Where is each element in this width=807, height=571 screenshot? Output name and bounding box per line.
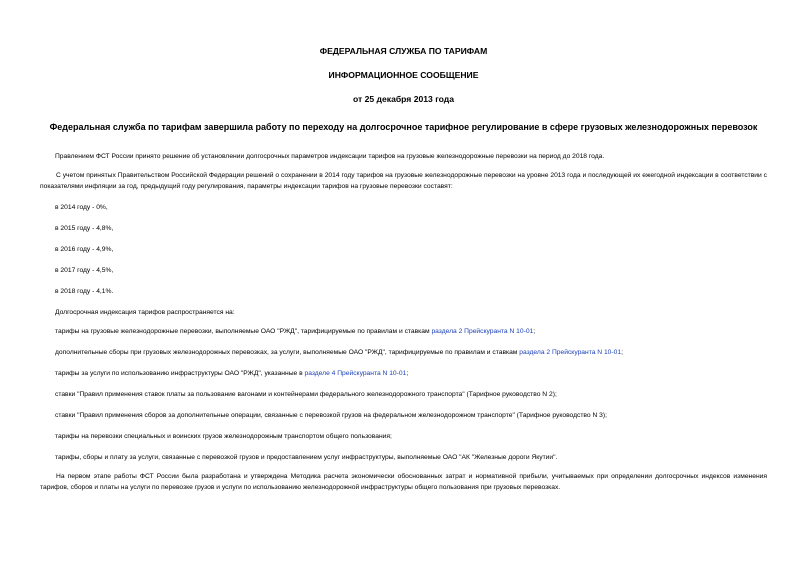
year-2016: в 2016 году - 4,9%, [55,246,114,253]
document-date: от 25 декабря 2013 года [352,94,455,104]
paragraph-context: С учетом принятых Правительством Российской Федерации решений о сохранении в 2014 году тарифов на грузовые железнодорожные перевозки на уровне 2013 года и последующей их ежегодной индексации в соответствии с показателями инфляции за год, предыдущий году регулирования, параметры индексации тарифов на грузовые перевозки составят: [40,172,767,190]
scope-item-5: ставки "Правил применения сборов за дополнительные операции, связанные с перевозкой грузов на федеральном железнодорожном транспорте" (Тарифное руководство N 3); [55,412,607,419]
scope-item-1 [55,328,535,335]
agency-title: ФЕДЕРАЛЬНАЯ СЛУЖБА ПО ТАРИФАМ [319,46,488,56]
scope-item-2 [55,349,623,356]
price-list-section-2-link[interactable]: раздела 2 Прейскуранта N 10-01 [431,328,534,335]
price-list-section-4-link[interactable]: разделе 4 Прейскуранта N 10-01 [304,370,407,377]
scope-item-4: ставки "Правил применения ставок платы за пользование вагонами и контейнерами федерального железнодорожного транспорта" (Тарифное руководство N 2); [55,391,557,398]
paragraph-decision: Правлением ФСТ России принято решение об установлении долгосрочных параметров индексации тарифов на грузовые железнодорожные перевозки на период до 2018 года. [55,153,605,160]
scope-item-3 [55,370,408,377]
document-subtitle: Федеральная служба по тарифам завершила работу по переходу на долгосрочное тарифное регулирование в сфере грузовых железнодорожных перевозок [49,122,758,132]
paragraph-methodology: На первом этапе работы ФСТ России была разработана и утверждена Методика расчета экономически обоснованных затрат и нормативной прибыли, учитываемых при определении долгосрочных индексов изменения тарифов, сборов и платы на услуги по перевозке грузов и услуги по использованию железнодорожной инфраструктуры общего пользования при грузовых перевозках. [40,473,767,491]
year-2018: в 2018 году - 4,1%. [55,288,114,295]
scope-item-7: тарифы, сборы и плату за услуги, связанные с перевозкой грузов и предоставлением услуг инфраструктуры, выполняемые ОАО "АК "Железные дороги Якутии". [55,454,558,461]
scope-item-2-end: ; [621,349,623,356]
year-2015: в 2015 году - 4,8%, [55,225,114,232]
price-list-section-2-link-2[interactable]: раздела 2 Прейскуранта N 10-01 [519,349,622,356]
scope-intro: Долгосрочная индексация тарифов распространяется на: [55,309,235,316]
document-type: ИНФОРМАЦИОННОЕ СООБЩЕНИЕ [328,70,479,80]
scope-item-3-end: ; [406,370,409,377]
year-2014: в 2014 году - 0%, [55,204,108,211]
scope-item-3-text: тарифы за услуги по использованию инфраструктуры ОАО "РЖД", указанные в [55,370,305,377]
scope-item-1-text: тарифы на грузовые железнодорожные перевозки, выполняемые ОАО "РЖД", тарифицируемые по правилам и ставкам [55,328,432,335]
scope-item-6: тарифы на перевозки специальных и воинских грузов железнодорожным транспортом общего пользования; [55,433,392,440]
scope-item-1-end: ; [533,328,536,335]
year-2017: в 2017 году - 4,5%, [55,267,114,274]
scope-item-2-text: дополнительные сборы при грузовых железнодорожных перевозках, за услуги, выполняемые ОАО "РЖД", тарифицируемые по правилам и ставкам [55,349,520,356]
